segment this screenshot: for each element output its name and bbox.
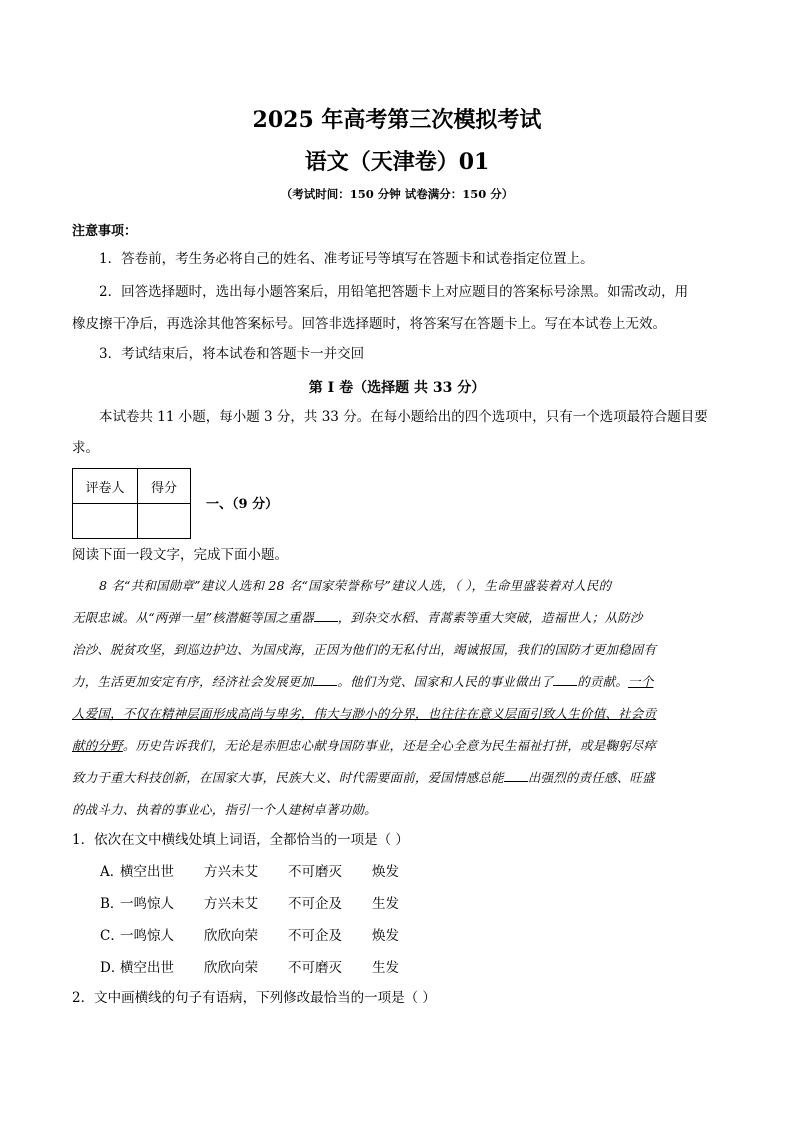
option-word: 不可磨灭 xyxy=(288,864,342,880)
notice-item-1: 1．答卷前，考生务必将自己的姓名、准考证号等填写在答题卡和试卷指定位置上。 xyxy=(99,251,594,267)
part-one-heading: 一、（9 分） xyxy=(206,497,279,512)
option-word: 生发 xyxy=(372,896,399,912)
underlined-sentence: 一个 xyxy=(628,674,654,689)
option-word: 不可企及 xyxy=(288,896,342,912)
option-word: 一鸣惊人 xyxy=(120,928,174,944)
score-header-reviewer: 评卷人 xyxy=(73,469,138,504)
exam-title: 2025 年高考第三次模拟考试 xyxy=(252,107,542,133)
passage-text: 无限忠诚。从“两弹一星”核潜艇等国之重器 xyxy=(72,610,314,625)
score-table xyxy=(72,468,191,539)
notice-item-2-line-2: 橡皮擦干净后，再选涂其他答案标号。回答非选择题时，将答案写在答题卡上。写在本试卷上无效。 xyxy=(72,316,666,332)
question-1-option-b xyxy=(100,894,399,914)
passage-text: 致力于重大科技创新，在国家大事，民族大义、时代需要面前，爱国情感总能 xyxy=(72,770,504,785)
option-label: C． xyxy=(100,928,124,944)
fill-blank-3 xyxy=(553,673,577,686)
score-header-score: 得分 xyxy=(138,469,191,504)
option-word: 欣欣向荣 xyxy=(204,960,258,976)
option-label: A． xyxy=(100,864,124,880)
notice-item-3: 3．考试结束后，将本试卷和答题卡一并交回 xyxy=(99,346,365,362)
question-2-stem: 2．文中画横线的句子有语病，下列修改最恰当的一项是（ ） xyxy=(72,990,436,1006)
passage-line-7 xyxy=(72,768,724,788)
option-word: 不可磨灭 xyxy=(288,960,342,976)
option-word: 焕发 xyxy=(372,928,399,944)
score-cell-reviewer xyxy=(73,504,138,539)
option-word: 生发 xyxy=(372,960,399,976)
passage-line-4 xyxy=(72,672,724,692)
option-word: 方兴未艾 xyxy=(204,864,258,880)
option-word: 方兴未艾 xyxy=(204,896,258,912)
fill-blank-4 xyxy=(504,769,528,782)
score-cell-score xyxy=(138,504,191,539)
option-word: 欣欣向荣 xyxy=(204,928,258,944)
passage-line-3: 治沙、脱贫攻坚，到巡边护边、为国戍海，正因为他们的无私付出，竭诚报国，我们的国防才更加稳固有 xyxy=(72,642,657,657)
section-desc-line-1: 本试卷共 11 小题，每小题 3 分，共 33 分。在每小题给出的四个选项中，只有一个选项最符合题目要 xyxy=(99,409,708,425)
option-word: 焕发 xyxy=(372,864,399,880)
question-1-option-a xyxy=(100,862,399,882)
passage-line-5: 人爱国，不仅在精神层面形成高尚与卑劣，伟大与渺小的分界，也往往在意义层面引致人生价值、社会贡 xyxy=(72,706,657,721)
passage-line-2 xyxy=(72,608,724,628)
section-title: 第 I 卷（选择题 共 33 分） xyxy=(308,380,486,396)
option-word: 横空出世 xyxy=(120,960,174,976)
passage-text: 出强烈的责任感、旺盛 xyxy=(527,770,655,785)
notice-item-2-line-1: 2．回答选择题时，选出每小题答案后，用铅笔把答题卡上对应题目的答案标号涂黑。如需改动，用 xyxy=(99,284,689,300)
option-word: 横空出世 xyxy=(120,864,174,880)
fill-blank-2 xyxy=(313,673,337,686)
question-1-option-d xyxy=(100,958,399,978)
question-1-stem: 1．依次在文中横线处填上词语，全都恰当的一项是（ ） xyxy=(72,832,409,848)
exam-subject: 语文（天津卷）01 xyxy=(304,149,490,175)
question-1-option-c xyxy=(100,926,399,946)
option-label: B． xyxy=(100,896,124,912)
exam-info: （考试时间：150 分钟 试卷满分：150 分） xyxy=(280,187,514,201)
passage-text: 力，生活更加安定有序，经济社会发展更加 xyxy=(72,674,314,689)
option-word: 不可企及 xyxy=(288,928,342,944)
option-label: D． xyxy=(100,960,125,976)
underlined-sentence: 献的分野 xyxy=(72,738,123,753)
passage-text: ，到杂交水稻、青蒿素等重大突破，造福世人；从防沙 xyxy=(337,610,643,625)
section-desc-line-2: 求。 xyxy=(72,440,99,456)
passage-text: 。历史告诉我们，无论是赤胆忠心献身国防事业，还是全心全意为民生福祉打拼，或是鞠躬尽瘁 xyxy=(122,738,657,753)
option-word: 一鸣惊人 xyxy=(120,896,174,912)
passage-text: 。他们为党、国家和人民的事业做出了 xyxy=(337,674,554,689)
passage-line-8: 的战斗力、执着的事业心，指引一个人建树卓著功勋。 xyxy=(72,802,377,817)
notice-heading: 注意事项： xyxy=(72,224,138,239)
reading-instruction: 阅读下面一段文字，完成下面小题。 xyxy=(72,547,288,563)
passage-line-6 xyxy=(72,736,724,756)
passage-text: 的贡献。 xyxy=(577,674,629,689)
passage-line-1: 8 名“共和国勋章”建议人选和 28 名“国家荣誉称号”建议人选，（ ），生命里盛装着对人民的 xyxy=(99,578,612,593)
fill-blank-1 xyxy=(314,609,338,622)
